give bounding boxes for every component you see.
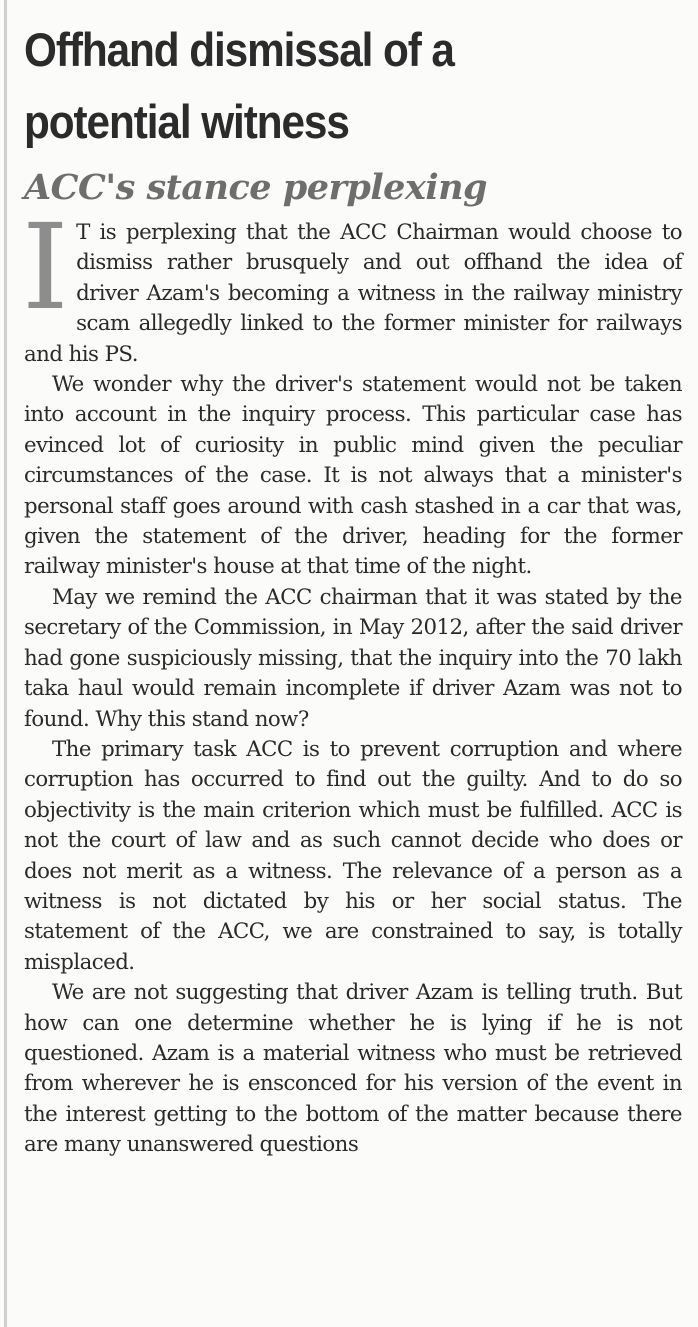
headline: Offhand dismissal of a potential witness [24,23,454,148]
paragraph-2: We wonder why the driver's statement would not be taken into account in the inquiry process. This particular case has evinced lot of curiosity in public mind given the peculiar circumstances of the case. It is not always that a minister's personal staff goes around with cash stashed in a car that was, given the statement of the driver, heading for the former railway minister's house at that time of the night. [24,372,682,580]
paragraph-1-text: T is perplexing that the ACC Chairman would choose to dismiss rather brusquely and out offhand the idea of driver Azam's becoming a witness in the railway ministry scam allegedly linked to the former minister for railways and his PS. [24,220,682,367]
article-body [22,198,682,1161]
paragraph-5: We are not suggesting that driver Azam is telling truth. But how can one determine whether he is lying if he is not questioned. Azam is a material witness who must be retrieved from wherever he is ensconced for his version of the event in the interest getting to the bottom of the matter because there are many unanswered questions [24,980,682,1158]
drop-cap: I [22,198,69,336]
paragraph-4: The primary task ACC is to prevent corruption and where corruption has occurred to find out the guilty. And to do so objectivity is the main criterion which must be fulfilled. ACC is not the court of law and as such cannot decide who does or does not merit as a witness. The relevance of a person as a witness is not dictated by his or her social status. The statement of the ACC, we are constrained to say, is totally misplaced. [24,736,682,975]
paragraph-1 [22,198,682,370]
subheadline: ACC's stance perplexing [24,167,488,208]
paragraph-3: May we remind the ACC chairman that it was stated by the secretary of the Commission, in May 2012, after the said driver had gone suspiciously missing, that the inquiry into the 70 lakh taka haul would remain incomplete if driver Azam was not to found. Why this stand now? [24,584,682,732]
column-rule [4,0,7,1327]
